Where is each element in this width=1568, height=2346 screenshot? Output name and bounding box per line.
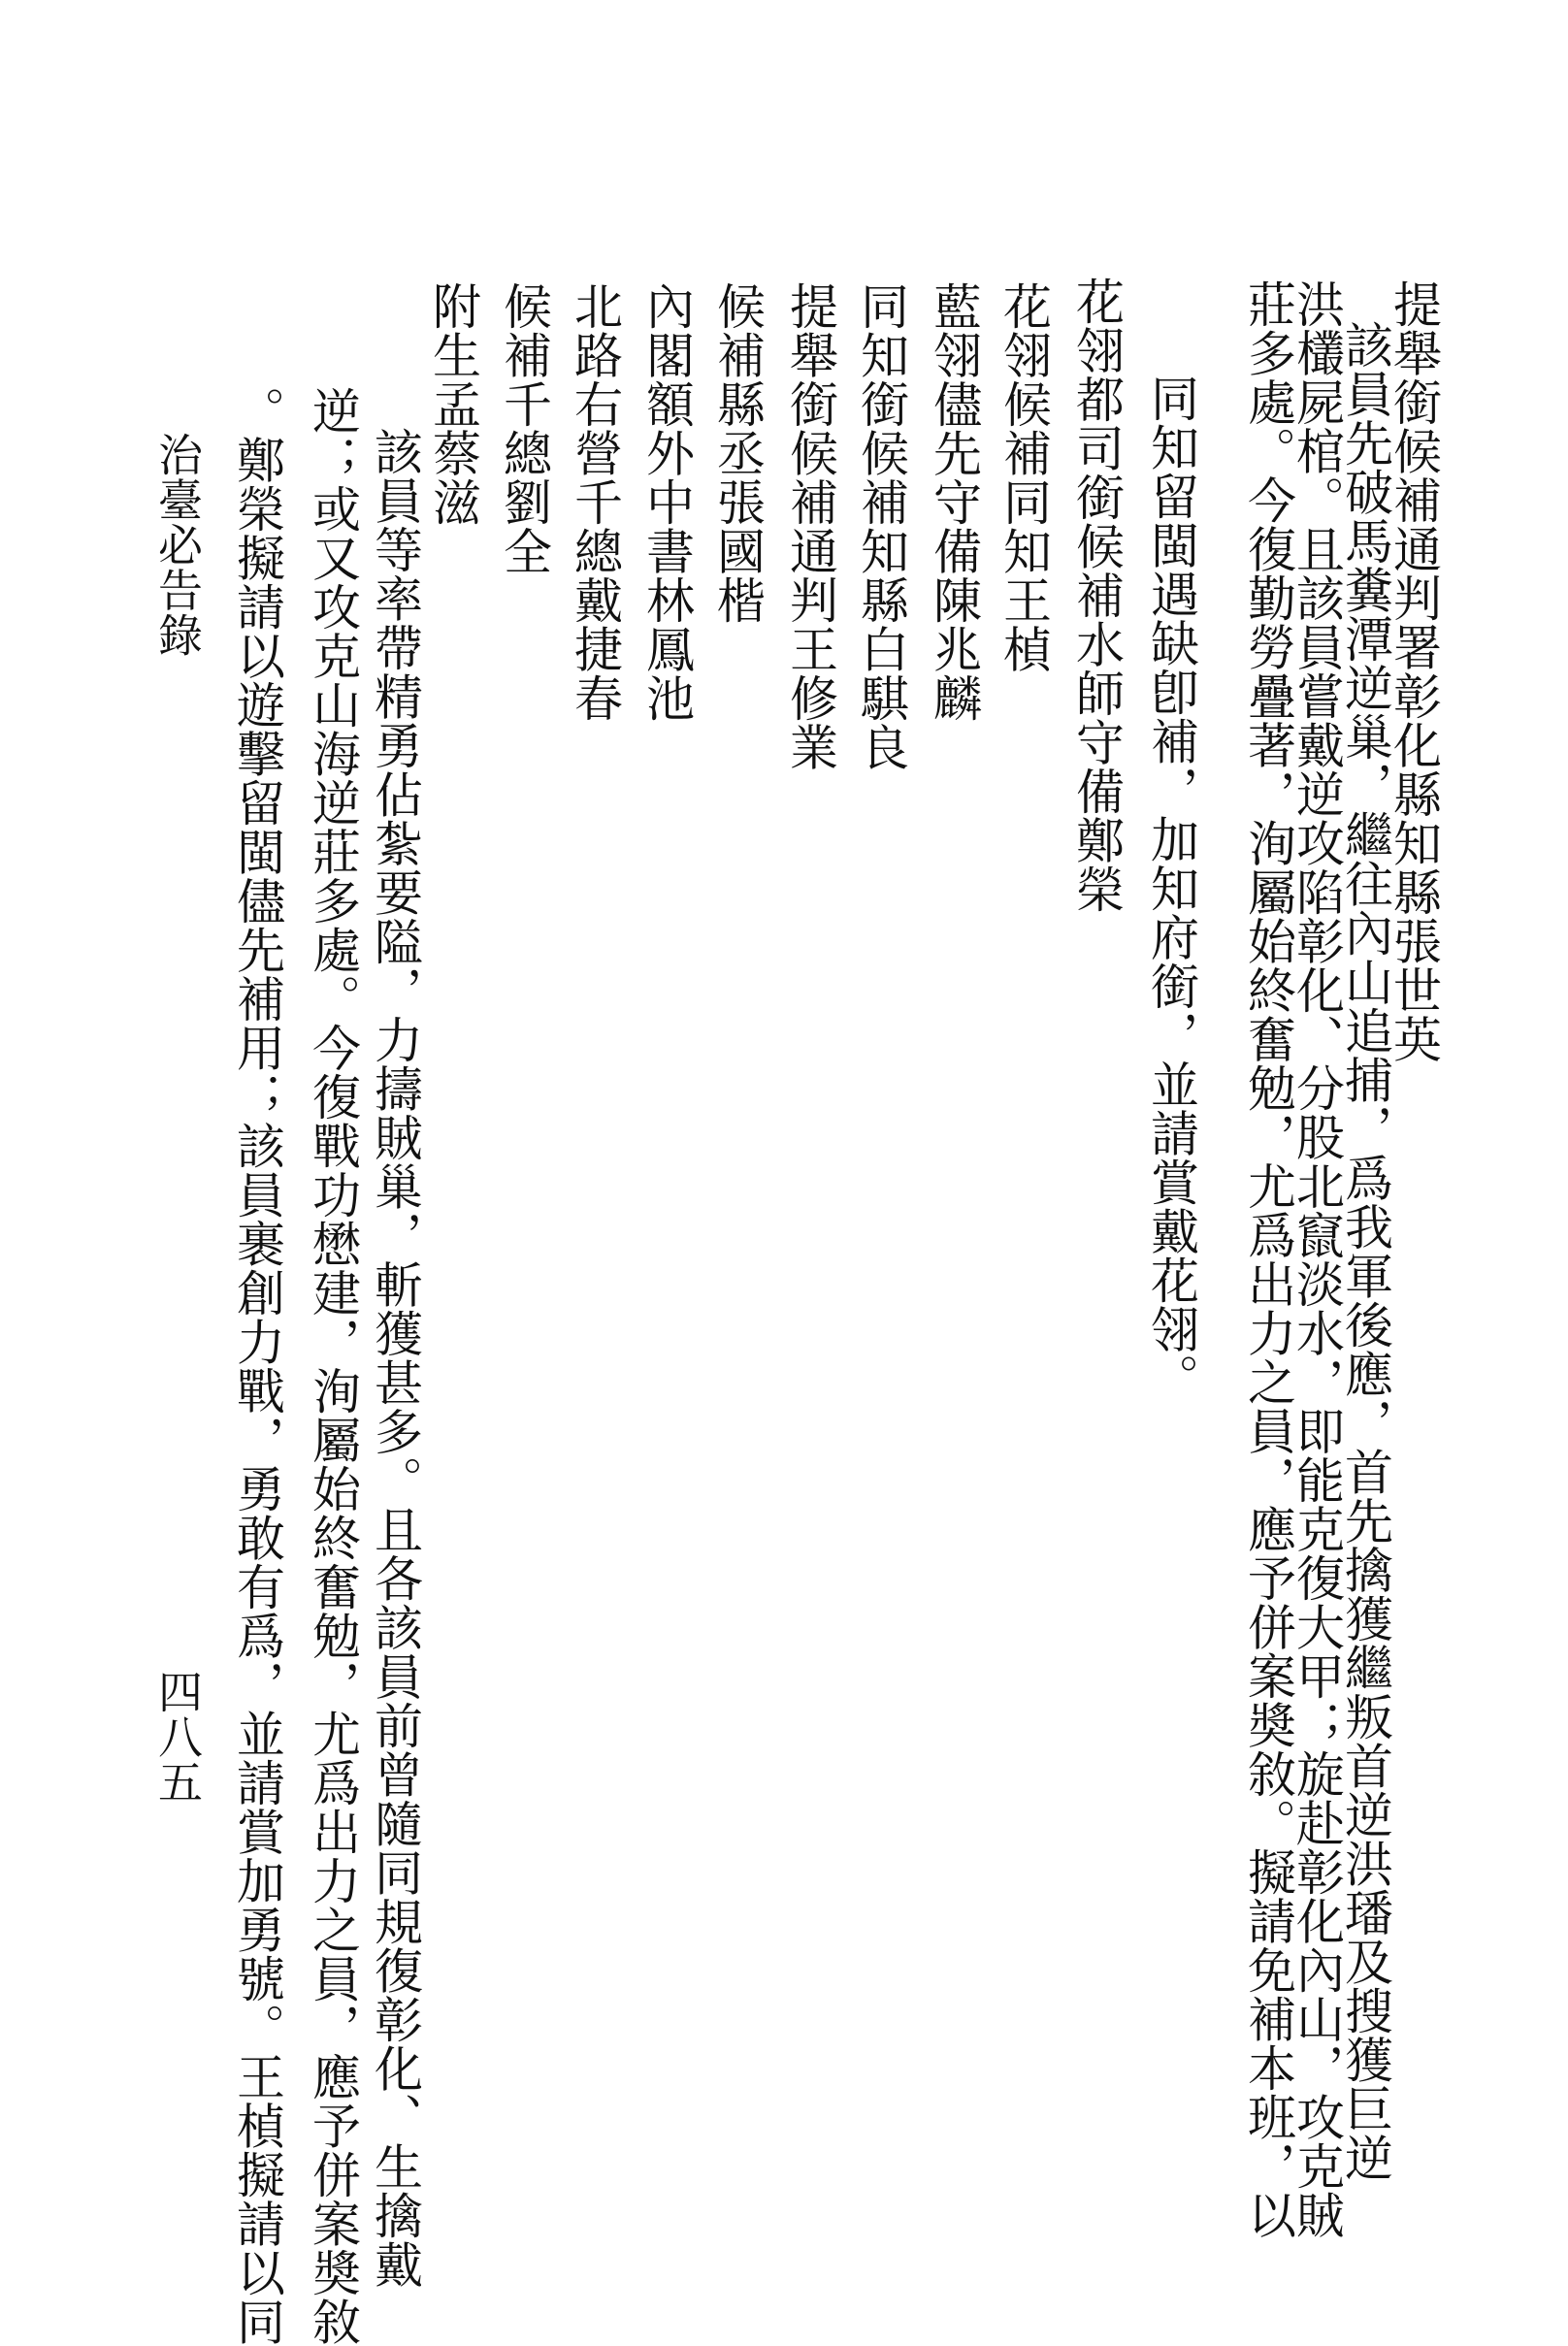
text-column-15: 附生孟蔡滋 xyxy=(425,281,481,527)
text-column-12: 內閣額外中書林鳳池 xyxy=(638,281,695,723)
page-number: 四八五 xyxy=(151,1669,204,1805)
text-column-1: 提舉銜候補通判署彰化縣知縣張世英 xyxy=(1386,279,1442,1063)
text-column-11: 候補縣丞張國楷 xyxy=(709,281,766,625)
text-column-2: 該員先破馬糞潭逆巢，繼往內山追捕，爲我軍後應，首先擒獲繼叛首逆洪璠及搜獲巨逆 xyxy=(1337,320,1393,2182)
text-column-4: 莊多處。今復勤勞疊著，洵屬始終奮勉，尤爲出力之員，應予併案奬敘。擬請免補本班，以 xyxy=(1240,279,1296,2239)
text-column-6: 花翎都司銜候補水師守備鄭榮 xyxy=(1068,277,1125,914)
text-column-8: 藍翎儘先守備陳兆麟 xyxy=(926,281,982,723)
text-column-13: 北路右營千總戴捷春 xyxy=(567,281,623,723)
text-column-5: 同知留閩遇缺卽補，加知府銜，並請賞戴花翎。 xyxy=(1143,374,1199,1403)
book-title: 治臺必告錄 xyxy=(151,432,204,658)
text-column-10: 提舉銜候補通判王修業 xyxy=(782,281,838,771)
text-column-14: 候補千總劉全 xyxy=(496,281,552,575)
text-column-17: 逆；或又攻克山海逆莊多處。今復戰功懋建，洵屬始終奮勉，尤爲出力之員，應予併案奬敘 xyxy=(305,386,361,2346)
text-column-16: 該員等率帶精勇佔紮要隘，力擣賊巢，斬獲甚多。且各該員前曾隨同規復彰化、生擒戴 xyxy=(367,427,423,2289)
text-column-18: 。鄭榮擬請以遊擊留閩儘先補用；該員裹創力戰，勇敢有爲，並請賞加勇號。王楨擬請以同 xyxy=(229,386,285,2346)
text-column-7: 花翎候補同知王楨 xyxy=(996,281,1052,673)
text-column-9: 同知銜候補知縣白騏良 xyxy=(853,281,909,771)
text-column-3: 洪欉屍棺。且該員嘗戴逆攻陷彰化、分股北竄淡水，即能克復大甲；旋赴彰化內山，攻克賊 xyxy=(1289,279,1345,2239)
